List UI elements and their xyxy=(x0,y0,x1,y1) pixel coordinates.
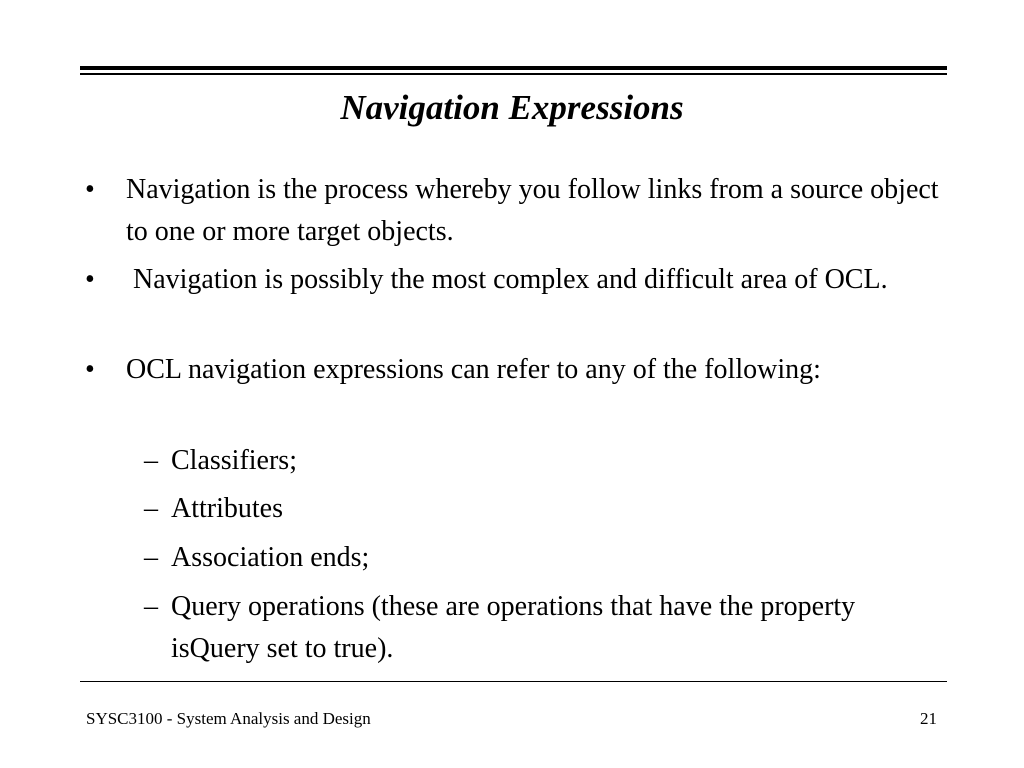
sub-item-text: Classifiers; xyxy=(171,445,297,476)
sub-item-text: Attributes xyxy=(171,493,283,524)
bullet-text: Navigation is the process whereby you follow links from a source object to one or more target objects. xyxy=(126,174,946,247)
bullet-text: OCL navigation expressions can refer to any of the following: xyxy=(126,354,821,385)
bullet-marker: • xyxy=(85,354,95,385)
slide-title: Navigation Expressions xyxy=(340,88,684,127)
bullet-text: Navigation is possibly the most complex and difficult area of OCL. xyxy=(126,264,888,295)
page-number: 21 xyxy=(920,709,937,728)
sub-item-text: Association ends; xyxy=(171,542,370,573)
sub-item-marker: – xyxy=(144,493,158,524)
sub-item-marker: – xyxy=(144,445,158,476)
sub-item-marker: – xyxy=(144,591,158,622)
sub-item-marker: – xyxy=(144,542,158,573)
bullet-marker: • xyxy=(85,264,95,295)
header-rule-thin xyxy=(80,73,947,75)
header-rule-thick xyxy=(80,66,947,70)
footer-rule xyxy=(80,681,947,682)
sub-item-text: Query operations (these are operations that have the property isQuery set to true). xyxy=(171,591,856,664)
footer-course-title: SYSC3100 - System Analysis and Design xyxy=(86,709,371,728)
bullet-marker: • xyxy=(85,174,95,205)
